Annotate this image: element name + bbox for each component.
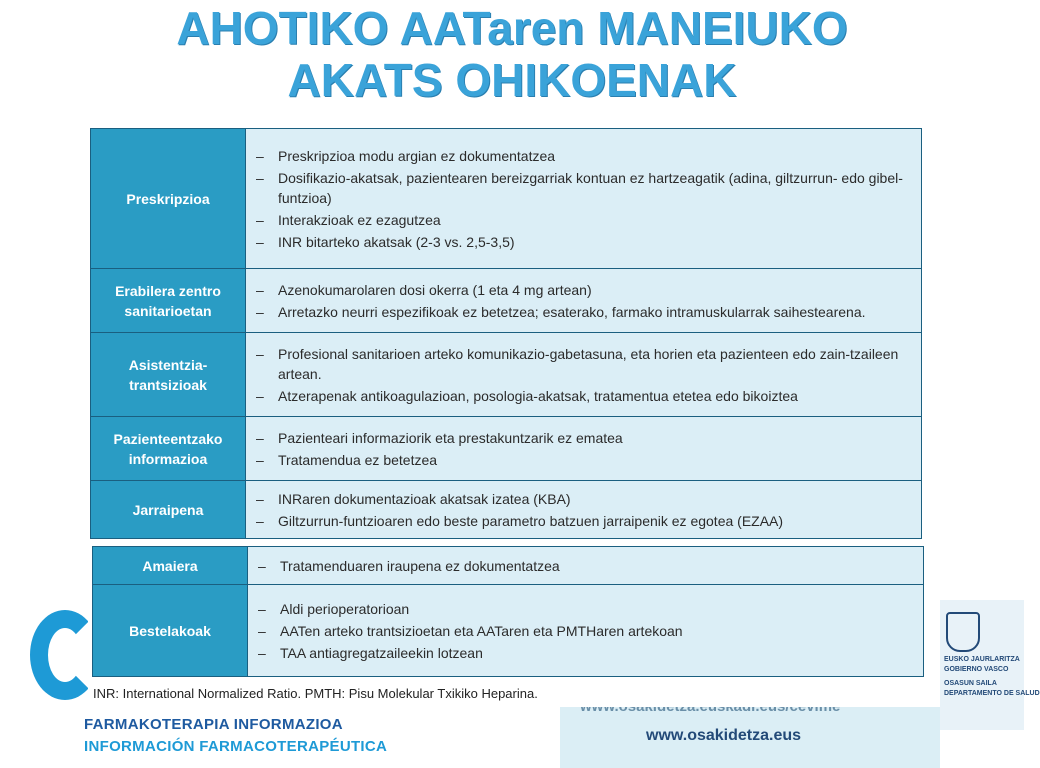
dash-bullet: – bbox=[256, 169, 264, 186]
dash-bullet: – bbox=[258, 622, 266, 639]
dash-bullet: – bbox=[256, 233, 264, 250]
item-text: Pazienteari informaziorik eta prestakuntzarik ez ematea bbox=[278, 429, 623, 446]
dash-bullet: – bbox=[256, 387, 264, 404]
dash-bullet: – bbox=[256, 429, 264, 446]
list-item bbox=[258, 621, 915, 641]
dash-bullet: – bbox=[256, 512, 264, 529]
dash-bullet: – bbox=[258, 644, 266, 661]
list-item bbox=[256, 232, 913, 252]
gov-text-2: GOBIERNO VASCO bbox=[944, 666, 1009, 673]
list-item bbox=[256, 210, 913, 230]
row-content bbox=[246, 129, 922, 269]
table-row bbox=[91, 417, 922, 481]
table-row bbox=[91, 269, 922, 333]
title-line-1: AHOTIKO AATaren MANEIUKO bbox=[176, 2, 848, 54]
item-text: INRaren dokumentazioak akatsak izatea (KBA) bbox=[278, 490, 571, 507]
dash-bullet: – bbox=[256, 345, 264, 362]
row-label: Erabilera zentro sanitarioetan bbox=[91, 269, 246, 333]
row-content bbox=[246, 269, 922, 333]
list-item bbox=[256, 344, 913, 384]
dash-bullet: – bbox=[256, 451, 264, 468]
footnote: INR: International Normalized Ratio. PMTH: Pisu Molekular Txikiko Heparina. bbox=[93, 686, 538, 701]
list-item bbox=[256, 302, 913, 322]
item-text: Profesional sanitarioen arteko komunikazio-gabetasuna, eta horien eta pazienteen edo zain-tzaileen artean. bbox=[278, 345, 899, 382]
logo-text-spanish: INFORMACIÓN FARMACOTERAPÉUTICA bbox=[84, 738, 388, 755]
list-item bbox=[258, 599, 915, 619]
row-content bbox=[248, 585, 924, 677]
item-text: AATen arteko trantsizioetan eta AATaren eta PMTHaren artekoan bbox=[280, 622, 683, 639]
list-item bbox=[256, 511, 913, 531]
item-text: INR bitarteko akatsak (2-3 vs. 2,5-3,5) bbox=[278, 233, 515, 250]
row-label: Amaiera bbox=[93, 547, 248, 585]
dash-bullet: – bbox=[256, 147, 264, 164]
dash-bullet: – bbox=[256, 490, 264, 507]
item-text: Atzerapenak antikoagulazioan, posologia-akatsak, tratamentua etetea edo bikoiztea bbox=[278, 387, 798, 404]
dash-bullet: – bbox=[258, 557, 266, 574]
list-item bbox=[256, 168, 913, 208]
row-label: Asistentzia-trantsizioak bbox=[91, 333, 246, 417]
item-text: Giltzurrun-funtzioaren edo beste parametro batzuen jarraipenik ez egotea (EZAA) bbox=[278, 512, 784, 529]
item-text: Arretazko neurri espezifikoak ez betetzea; esaterako, farmako intramuskularrak saihestearena. bbox=[278, 303, 866, 320]
item-text: Aldi perioperatorioan bbox=[280, 600, 410, 617]
row-label: Pazienteentzako informazioa bbox=[91, 417, 246, 481]
slide-title bbox=[0, 2, 1024, 106]
row-label: Bestelakoak bbox=[93, 585, 248, 677]
table-row bbox=[93, 547, 924, 585]
dash-bullet: – bbox=[256, 281, 264, 298]
list-item bbox=[256, 489, 913, 509]
table-row bbox=[91, 333, 922, 417]
gov-text-3: OSASUN SAILA bbox=[944, 680, 997, 687]
errors-table bbox=[90, 128, 922, 539]
basque-crest-icon bbox=[946, 612, 980, 652]
gov-text-1: EUSKO JAURLARITZA bbox=[944, 656, 1020, 663]
row-content bbox=[246, 481, 922, 539]
list-item bbox=[258, 643, 915, 663]
item-text: Preskripzioa modu argian ez dokumentatzea bbox=[278, 147, 556, 164]
table-row bbox=[93, 585, 924, 677]
logo-text-basque: FARMAKOTERAPIA INFORMAZIOA bbox=[84, 716, 343, 733]
list-item bbox=[256, 386, 913, 406]
row-label: Preskripzioa bbox=[91, 129, 246, 269]
item-text: TAA antiagregatzaileekin lotzean bbox=[280, 644, 483, 661]
table-row bbox=[91, 129, 922, 269]
dash-bullet: – bbox=[256, 303, 264, 320]
gov-text-4: DEPARTAMENTO DE SALUD bbox=[944, 690, 1040, 697]
list-item bbox=[256, 146, 913, 166]
title-line-2: AKATS OHIKOENAK bbox=[287, 54, 737, 106]
item-text: Tratamendua ez betetzea bbox=[278, 451, 438, 468]
list-item bbox=[256, 450, 913, 470]
osakidetza-url[interactable]: www.osakidetza.eus bbox=[646, 727, 802, 744]
item-text: Interakzioak ez ezagutzea bbox=[278, 211, 441, 228]
row-content bbox=[246, 333, 922, 417]
dash-bullet: – bbox=[256, 211, 264, 228]
errors-table-continued bbox=[92, 546, 924, 677]
list-item bbox=[258, 556, 915, 576]
list-item bbox=[256, 428, 913, 448]
item-text: Tratamenduaren iraupena ez dokumentatzea bbox=[280, 557, 560, 574]
table-row bbox=[91, 481, 922, 539]
item-text: Dosifikazio-akatsak, pazientearen bereizgarriak kontuan ez hartzeagatik (adina, giltzurrun- edo gibel-funtzioa) bbox=[278, 169, 903, 206]
row-content bbox=[246, 417, 922, 481]
item-text: Azenokumarolaren dosi okerra (1 eta 4 mg artean) bbox=[278, 281, 592, 298]
row-content bbox=[248, 547, 924, 585]
list-item bbox=[256, 280, 913, 300]
row-label: Jarraipena bbox=[91, 481, 246, 539]
dash-bullet: – bbox=[258, 600, 266, 617]
